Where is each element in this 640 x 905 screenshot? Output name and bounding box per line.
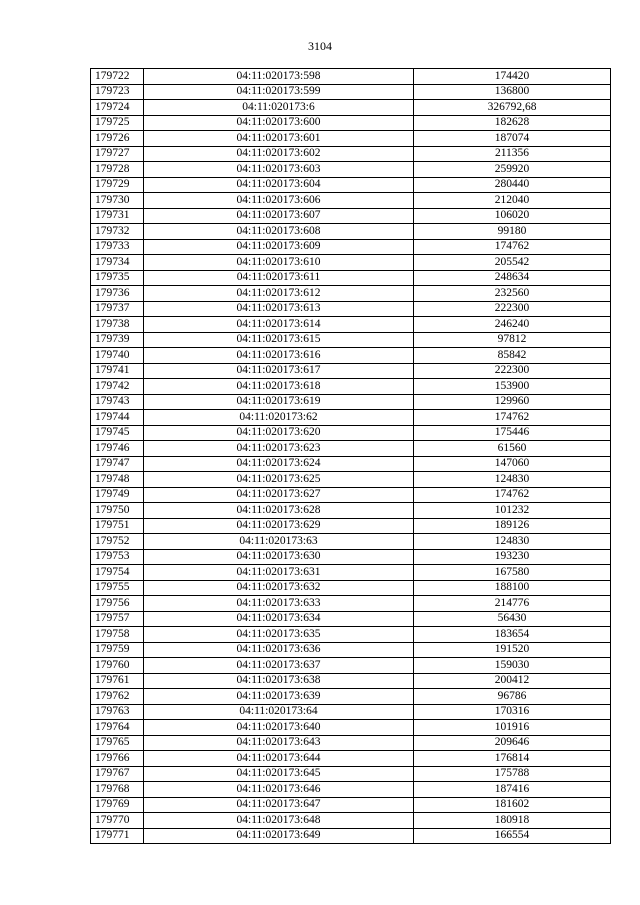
cadastral-number-cell: 04:11:020173:646 [144,782,414,798]
table-row [91,782,611,798]
cadastral-value-cell: 248634 [414,270,611,286]
cadastral-value-cell: 56430 [414,611,611,627]
cadastral-value-cell: 96786 [414,689,611,705]
cadastral-number-cell: 04:11:020173:600 [144,115,414,131]
table-row [91,534,611,550]
cadastral-value-cell: 159030 [414,658,611,674]
cadastral-value-cell: 174420 [414,69,611,85]
cadastral-value-cell: 180918 [414,813,611,829]
cadastral-value-cell: 189126 [414,518,611,534]
cadastral-value-cell: 175788 [414,766,611,782]
row-number-cell: 179734 [91,255,144,271]
cadastral-number-cell: 04:11:020173:639 [144,689,414,705]
row-number-cell: 179750 [91,503,144,519]
table-row [91,410,611,426]
row-number-cell: 179748 [91,472,144,488]
cadastral-number-cell: 04:11:020173:62 [144,410,414,426]
table-row [91,751,611,767]
table-row [91,472,611,488]
cadastral-value-cell: 61560 [414,441,611,457]
table-row [91,162,611,178]
row-number-cell: 179736 [91,286,144,302]
cadastral-value-cell: 181602 [414,797,611,813]
cadastral-value-cell: 106020 [414,208,611,224]
row-number-cell: 179766 [91,751,144,767]
table-row [91,69,611,85]
row-number-cell: 179757 [91,611,144,627]
cadastral-number-cell: 04:11:020173:634 [144,611,414,627]
cadastral-value-cell: 175446 [414,425,611,441]
cadastral-number-cell: 04:11:020173:640 [144,720,414,736]
table-row [91,658,611,674]
row-number-cell: 179764 [91,720,144,736]
cadastral-number-cell: 04:11:020173:599 [144,84,414,100]
cadastral-value-cell: 124830 [414,472,611,488]
row-number-cell: 179727 [91,146,144,162]
row-number-cell: 179726 [91,131,144,147]
cadastral-value-cell: 232560 [414,286,611,302]
row-number-cell: 179733 [91,239,144,255]
cadastral-value-cell: 147060 [414,456,611,472]
cadastral-number-cell: 04:11:020173:63 [144,534,414,550]
table-row [91,379,611,395]
table-row [91,720,611,736]
cadastral-number-cell: 04:11:020173:633 [144,596,414,612]
cadastral-number-cell: 04:11:020173:635 [144,627,414,643]
table-row [91,224,611,240]
cadastral-value-cell: 222300 [414,301,611,317]
row-number-cell: 179749 [91,487,144,503]
cadastral-number-cell: 04:11:020173:603 [144,162,414,178]
cadastral-value-cell: 99180 [414,224,611,240]
table-row [91,239,611,255]
cadastral-number-cell: 04:11:020173:632 [144,580,414,596]
table-row [91,611,611,627]
row-number-cell: 179741 [91,363,144,379]
cadastral-value-table [90,68,611,844]
cadastral-value-cell: 176814 [414,751,611,767]
table-row [91,332,611,348]
row-number-cell: 179740 [91,348,144,364]
cadastral-value-cell: 188100 [414,580,611,596]
row-number-cell: 179743 [91,394,144,410]
table-row [91,627,611,643]
table-row [91,146,611,162]
cadastral-number-cell: 04:11:020173:606 [144,193,414,209]
row-number-cell: 179758 [91,627,144,643]
cadastral-number-cell: 04:11:020173:636 [144,642,414,658]
row-number-cell: 179728 [91,162,144,178]
row-number-cell: 179732 [91,224,144,240]
row-number-cell: 179767 [91,766,144,782]
cadastral-value-cell: 259920 [414,162,611,178]
cadastral-value-cell: 85842 [414,348,611,364]
row-number-cell: 179763 [91,704,144,720]
table-body [91,69,611,844]
row-number-cell: 179738 [91,317,144,333]
row-number-cell: 179751 [91,518,144,534]
table-row [91,813,611,829]
table-row [91,394,611,410]
table-row [91,100,611,116]
table-row [91,193,611,209]
cadastral-number-cell: 04:11:020173:647 [144,797,414,813]
table-row [91,441,611,457]
table-row [91,270,611,286]
cadastral-number-cell: 04:11:020173:619 [144,394,414,410]
cadastral-number-cell: 04:11:020173:637 [144,658,414,674]
cadastral-number-cell: 04:11:020173:6 [144,100,414,116]
row-number-cell: 179735 [91,270,144,286]
table-row [91,487,611,503]
table-row [91,766,611,782]
cadastral-value-cell: 170316 [414,704,611,720]
table-row [91,84,611,100]
table-row [91,503,611,519]
cadastral-number-cell: 04:11:020173:618 [144,379,414,395]
cadastral-value-cell: 191520 [414,642,611,658]
cadastral-number-cell: 04:11:020173:613 [144,301,414,317]
page-number: 3104 [308,39,332,53]
row-number-cell: 179731 [91,208,144,224]
cadastral-number-cell: 04:11:020173:638 [144,673,414,689]
table-row [91,177,611,193]
row-number-cell: 179754 [91,565,144,581]
row-number-cell: 179746 [91,441,144,457]
cadastral-value-cell: 166554 [414,828,611,844]
row-number-cell: 179771 [91,828,144,844]
cadastral-value-cell: 174762 [414,410,611,426]
cadastral-number-cell: 04:11:020173:624 [144,456,414,472]
table-row [91,131,611,147]
table-row [91,255,611,271]
row-number-cell: 179723 [91,84,144,100]
row-number-cell: 179761 [91,673,144,689]
cadastral-value-cell: 101232 [414,503,611,519]
cadastral-number-cell: 04:11:020173:602 [144,146,414,162]
table-row [91,735,611,751]
cadastral-number-cell: 04:11:020173:616 [144,348,414,364]
table-row [91,286,611,302]
cadastral-value-cell: 174762 [414,239,611,255]
table-row [91,704,611,720]
cadastral-value-cell: 280440 [414,177,611,193]
cadastral-value-cell: 211356 [414,146,611,162]
row-number-cell: 179760 [91,658,144,674]
table-row [91,115,611,131]
cadastral-number-cell: 04:11:020173:649 [144,828,414,844]
cadastral-value-cell: 222300 [414,363,611,379]
table-row [91,596,611,612]
cadastral-number-cell: 04:11:020173:627 [144,487,414,503]
cadastral-value-cell: 174762 [414,487,611,503]
cadastral-number-cell: 04:11:020173:607 [144,208,414,224]
row-number-cell: 179742 [91,379,144,395]
table-row [91,549,611,565]
cadastral-value-cell: 153900 [414,379,611,395]
cadastral-value-cell: 246240 [414,317,611,333]
row-number-cell: 179739 [91,332,144,348]
cadastral-number-cell: 04:11:020173:623 [144,441,414,457]
table-row [91,689,611,705]
cadastral-number-cell: 04:11:020173:601 [144,131,414,147]
cadastral-value-cell: 97812 [414,332,611,348]
cadastral-value-cell: 187416 [414,782,611,798]
cadastral-number-cell: 04:11:020173:625 [144,472,414,488]
table-row [91,673,611,689]
table-row [91,425,611,441]
row-number-cell: 179762 [91,689,144,705]
cadastral-number-cell: 04:11:020173:64 [144,704,414,720]
row-number-cell: 179730 [91,193,144,209]
cadastral-value-cell: 193230 [414,549,611,565]
row-number-cell: 179745 [91,425,144,441]
cadastral-number-cell: 04:11:020173:643 [144,735,414,751]
row-number-cell: 179770 [91,813,144,829]
cadastral-value-cell: 212040 [414,193,611,209]
cadastral-number-cell: 04:11:020173:614 [144,317,414,333]
row-number-cell: 179737 [91,301,144,317]
row-number-cell: 179765 [91,735,144,751]
table-row [91,348,611,364]
table-row [91,208,611,224]
cadastral-value-cell: 124830 [414,534,611,550]
row-number-cell: 179747 [91,456,144,472]
table-row [91,518,611,534]
cadastral-number-cell: 04:11:020173:645 [144,766,414,782]
table-row [91,565,611,581]
cadastral-value-cell: 200412 [414,673,611,689]
row-number-cell: 179724 [91,100,144,116]
cadastral-number-cell: 04:11:020173:620 [144,425,414,441]
cadastral-number-cell: 04:11:020173:611 [144,270,414,286]
cadastral-value-cell: 136800 [414,84,611,100]
table-row [91,363,611,379]
cadastral-number-cell: 04:11:020173:629 [144,518,414,534]
cadastral-number-cell: 04:11:020173:615 [144,332,414,348]
cadastral-value-cell: 101916 [414,720,611,736]
cadastral-number-cell: 04:11:020173:609 [144,239,414,255]
row-number-cell: 179769 [91,797,144,813]
cadastral-number-cell: 04:11:020173:631 [144,565,414,581]
table-row [91,301,611,317]
cadastral-number-cell: 04:11:020173:612 [144,286,414,302]
cadastral-number-cell: 04:11:020173:644 [144,751,414,767]
table-row [91,580,611,596]
cadastral-number-cell: 04:11:020173:604 [144,177,414,193]
table-row [91,828,611,844]
table-row [91,642,611,658]
row-number-cell: 179722 [91,69,144,85]
cadastral-value-cell: 205542 [414,255,611,271]
cadastral-value-cell: 326792,68 [414,100,611,116]
row-number-cell: 179744 [91,410,144,426]
row-number-cell: 179759 [91,642,144,658]
row-number-cell: 179753 [91,549,144,565]
cadastral-number-cell: 04:11:020173:648 [144,813,414,829]
cadastral-value-cell: 183654 [414,627,611,643]
cadastral-number-cell: 04:11:020173:608 [144,224,414,240]
cadastral-value-cell: 129960 [414,394,611,410]
cadastral-number-cell: 04:11:020173:598 [144,69,414,85]
table-row [91,797,611,813]
row-number-cell: 179755 [91,580,144,596]
cadastral-number-cell: 04:11:020173:628 [144,503,414,519]
row-number-cell: 179752 [91,534,144,550]
row-number-cell: 179756 [91,596,144,612]
row-number-cell: 179725 [91,115,144,131]
table-row [91,456,611,472]
cadastral-value-cell: 214776 [414,596,611,612]
cadastral-value-cell: 187074 [414,131,611,147]
row-number-cell: 179768 [91,782,144,798]
cadastral-number-cell: 04:11:020173:617 [144,363,414,379]
cadastral-value-cell: 167580 [414,565,611,581]
table-row [91,317,611,333]
row-number-cell: 179729 [91,177,144,193]
cadastral-value-cell: 182628 [414,115,611,131]
cadastral-number-cell: 04:11:020173:610 [144,255,414,271]
cadastral-number-cell: 04:11:020173:630 [144,549,414,565]
cadastral-value-cell: 209646 [414,735,611,751]
